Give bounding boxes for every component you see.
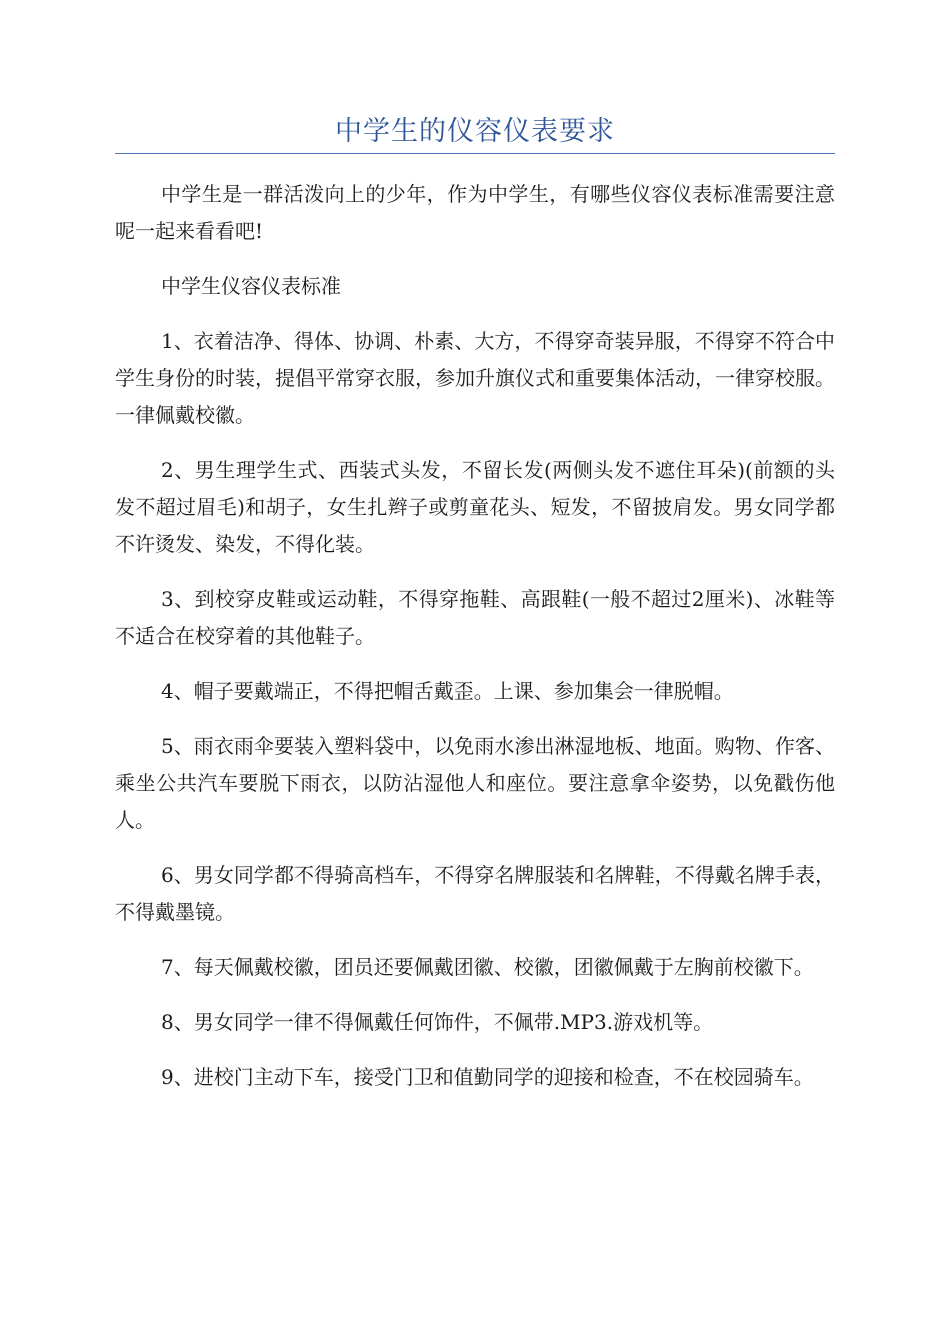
title-underline — [115, 153, 835, 154]
rule-item-4: 4、帽子要戴端正，不得把帽舌戴歪。上课、参加集会一律脱帽。 — [161, 679, 734, 703]
document-body — [115, 176, 835, 1114]
rule-item-9: 9、进校门主动下车，接受门卫和值勤同学的迎接和检查，不在校园骑车。 — [161, 1065, 814, 1089]
section-heading: 中学生仪容仪表标准 — [161, 274, 341, 298]
rule-item-5: 5、雨衣雨伞要装入塑料袋中，以免雨水渗出淋湿地板、地面。购物、作客、乘坐公共汽车要脱下雨衣，以防沾湿他人和座位。要注意拿伞姿势，以免戳伤他人。 — [115, 734, 835, 832]
rule-item-8: 8、男女同学一律不得佩戴任何饰件，不佩带.MP3.游戏机等。 — [161, 1010, 714, 1034]
rule-item-3: 3、到校穿皮鞋或运动鞋，不得穿拖鞋、高跟鞋(一般不超过2厘米)、冰鞋等不适合在校穿着的其他鞋子。 — [115, 587, 835, 648]
rule-item-2: 2、男生理学生式、西装式头发，不留长发(两侧头发不遮住耳朵)(前额的头发不超过眉毛)和胡子，女生扎辫子或剪童花头、短发，不留披肩发。男女同学都不许烫发、染发，不得化装。 — [115, 458, 835, 556]
intro-paragraph: 中学生是一群活泼向上的少年，作为中学生，有哪些仪容仪表标准需要注意呢一起来看看吧! — [115, 182, 835, 243]
document-title: 中学生的仪容仪表要求 — [335, 116, 615, 147]
rule-item-1: 1、衣着洁净、得体、协调、朴素、大方，不得穿奇装异服，不得穿不符合中学生身份的时装，提倡平常穿衣服，参加升旗仪式和重要集体活动，一律穿校服。一律佩戴校徽。 — [115, 329, 835, 427]
rule-item-6: 6、男女同学都不得骑高档车，不得穿名牌服装和名牌鞋，不得戴名牌手表，不得戴墨镜。 — [115, 863, 835, 924]
rule-item-7: 7、每天佩戴校徽，团员还要佩戴团徽、校徽，团徽佩戴于左胸前校徽下。 — [161, 955, 814, 979]
